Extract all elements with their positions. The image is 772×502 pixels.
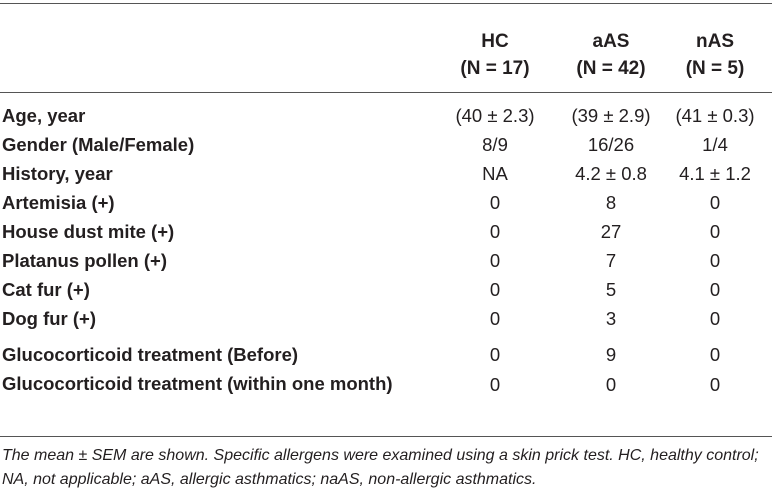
table-row xyxy=(0,217,772,246)
cell-nas: 0 xyxy=(709,374,721,395)
cell-aas: 0 xyxy=(605,374,617,395)
cell-aas: 3 xyxy=(605,308,617,329)
cell-hc: NA xyxy=(482,163,508,184)
cell-hc: 0 xyxy=(489,279,501,300)
row-label: History, year xyxy=(2,163,113,184)
table-row xyxy=(0,304,772,333)
row-label: Age, year xyxy=(2,105,86,126)
cell-hc: 0 xyxy=(489,308,501,329)
cell-hc: 0 xyxy=(489,192,501,213)
cell-aas: 16/26 xyxy=(587,134,635,155)
header-hc-name: HC xyxy=(481,31,509,52)
header-nas xyxy=(665,28,765,82)
row-label: Dog fur (+) xyxy=(2,308,97,329)
row-label: Cat fur (+) xyxy=(2,279,90,300)
table-row xyxy=(0,246,772,275)
table-row xyxy=(0,101,772,130)
cell-aas: 9 xyxy=(605,344,617,365)
cell-nas: 1/4 xyxy=(702,134,728,155)
cell-nas: 0 xyxy=(709,250,721,271)
header-hc-n: (N = 17) xyxy=(460,58,530,79)
table-bottom-rule xyxy=(0,436,772,437)
table-row xyxy=(0,159,772,188)
cell-aas: 7 xyxy=(605,250,617,271)
cell-nas: 0 xyxy=(709,344,721,365)
cell-hc: 0 xyxy=(489,344,501,365)
header-nas-n: (N = 5) xyxy=(685,58,745,79)
cell-hc: 8/9 xyxy=(482,134,508,155)
header-aas-name: aAS xyxy=(592,31,630,52)
table-row xyxy=(0,275,772,304)
cell-aas: 8 xyxy=(605,192,617,213)
header-hc xyxy=(440,28,550,82)
cell-nas: 0 xyxy=(709,308,721,329)
table-row xyxy=(0,370,772,428)
row-label: Glucocorticoid treatment (Before) xyxy=(2,344,299,365)
cell-nas: (41 ± 0.3) xyxy=(675,105,755,126)
table-row xyxy=(0,188,772,217)
row-label: Gender (Male/Female) xyxy=(2,134,195,155)
cell-hc: 0 xyxy=(489,374,501,395)
table-row xyxy=(0,130,772,159)
cell-hc: 0 xyxy=(489,250,501,271)
row-label: Glucocorticoid treatment (within one month) xyxy=(2,373,393,394)
header-aas xyxy=(556,28,666,82)
table-row xyxy=(0,340,772,369)
row-label: Artemisia (+) xyxy=(2,192,115,213)
header-nas-name: nAS xyxy=(696,31,734,52)
cell-aas: 4.2 ± 0.8 xyxy=(575,163,647,184)
cell-nas: 0 xyxy=(709,279,721,300)
cell-aas: 27 xyxy=(600,221,622,242)
table-header-rule xyxy=(0,92,772,93)
cell-nas: 0 xyxy=(709,192,721,213)
table-footnote: The mean ± SEM are shown. Specific allergens were examined using a skin prick test. HC, healthy control; NA, not applicable; aAS, allergic asthmatics; naAS, non-allergic asthmatics. xyxy=(2,447,759,488)
cell-nas: 0 xyxy=(709,221,721,242)
cell-aas: 5 xyxy=(605,279,617,300)
header-aas-n: (N = 42) xyxy=(576,58,646,79)
row-label: House dust mite (+) xyxy=(2,221,175,242)
cell-hc: 0 xyxy=(489,221,501,242)
cell-hc: (40 ± 2.3) xyxy=(455,105,535,126)
cell-nas: 4.1 ± 1.2 xyxy=(679,163,751,184)
row-label: Platanus pollen (+) xyxy=(2,250,167,271)
table-top-rule xyxy=(0,3,772,4)
cell-aas: (39 ± 2.9) xyxy=(571,105,651,126)
